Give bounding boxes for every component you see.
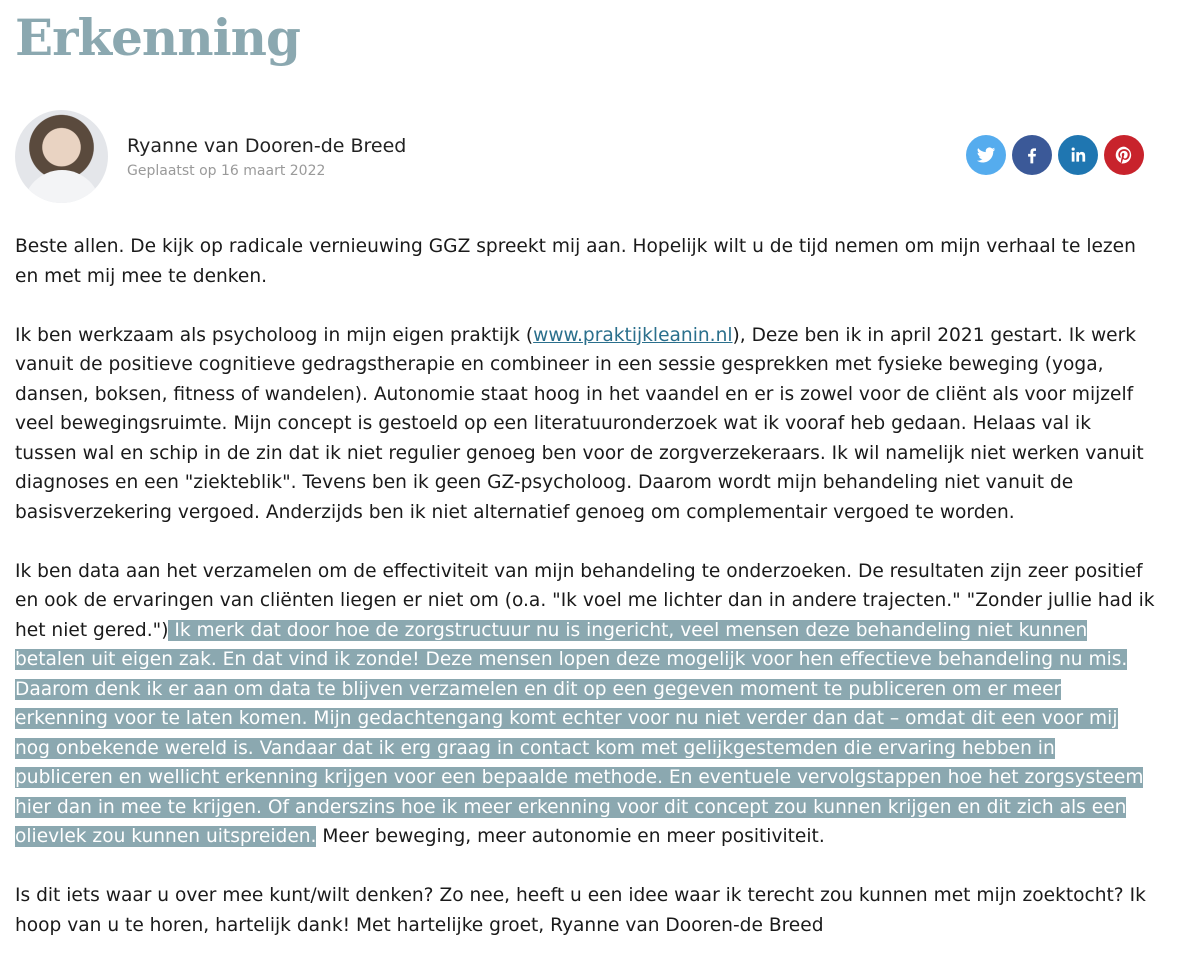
avatar xyxy=(15,110,108,203)
author-meta xyxy=(127,135,406,179)
praktijk-website-link[interactable]: www.praktijkleanin.nl xyxy=(533,324,733,346)
paragraph-2-text-after: ), Deze ben ik in april 2021 gestart. Ik werk vanuit de positieve cognitieve gedragstherapie en combineer in een sessie gesprekken met fysieke beweging (yoga, dansen, boksen, fitness of wandelen). Autonomie staat hoog in het vaandel en er is zowel voor de cliënt als voor mijzelf veel bewegingsruimte. Mijn concept is gestoeld op een literatuuronderzoek wat ik vooraf heb gedaan. Helaas val ik tussen wal en schip in de zin dat ik niet regulier genoeg ben voor de zorgverzekeraars. Ik wil namelijk niet werken vanuit diagnoses en een "ziekteblik". Tevens ben ik geen GZ-psycholoog. Daarom wordt mijn behandeling niet vanuit de basisverzekering vergoed. Anderzijds ben ik niet alternatief genoeg om complementair vergoed te worden. xyxy=(15,324,1144,523)
paragraph-3 xyxy=(15,557,1155,852)
author-block xyxy=(15,110,406,203)
selected-text-highlight[interactable]: Ik merk dat door hoe de zorgstructuur nu is ingericht, veel mensen deze behandeling niet kunnen betalen uit eigen zak. En dat vind ik zonde! Deze mensen lopen deze mogelijk voor hen effectieve behandeling nu mis. Daarom denk ik er aan om data te blijven verzamelen en dit op een gegeven moment te publiceren om er meer erkenning voor te laten komen. Mijn gedachtengang komt echter voor nu niet verder dan dat – omdat dit een voor mij nog onbekende wereld is. Vandaar dat ik erg graag in contact kom met gelijkgestemden die ervaring hebben in publiceren en wellicht erkenning krijgen voor een bepaalde methode. En eventuele vervolgstappen hoe het zorgsysteem hier dan in mee te krijgen. Of anderszins hoe ik meer erkenning voor dit concept zou kunnen krijgen en dit zich als een olievlek zou kunnen uitspreiden. xyxy=(15,619,1144,847)
share-twitter-button[interactable] xyxy=(966,135,1006,175)
share-facebook-button[interactable] xyxy=(1012,135,1052,175)
paragraph-1: Beste allen. De kijk op radicale vernieuwing GGZ spreekt mij aan. Hopelijk wilt u de tijd nemen om mijn verhaal te lezen en met mij mee te denken. xyxy=(15,236,1136,287)
avatar-shirt xyxy=(23,170,101,203)
linkedin-icon xyxy=(1068,145,1088,165)
paragraph-2-text-before: Ik ben werkzaam als psycholoog in mijn eigen praktijk ( xyxy=(15,324,534,346)
article-body xyxy=(15,232,1155,970)
page-title: Erkenning xyxy=(15,8,300,67)
paragraph-2 xyxy=(15,321,1155,528)
facebook-icon xyxy=(1022,145,1042,165)
post-date: Geplaatst op 16 maart 2022 xyxy=(127,162,326,179)
share-buttons xyxy=(966,135,1144,175)
paragraph-3-text-after: Meer beweging, meer autonomie en meer positiviteit. xyxy=(316,826,825,847)
twitter-icon xyxy=(976,145,996,165)
share-pinterest-button[interactable] xyxy=(1104,135,1144,175)
share-linkedin-button[interactable] xyxy=(1058,135,1098,175)
author-name: Ryanne van Dooren-de Breed xyxy=(127,134,407,157)
paragraph-4: Is dit iets waar u over mee kunt/wilt denken? Zo nee, heeft u een idee waar ik terecht zou kunnen met mijn zoektocht? Ik hoop van u te horen, hartelijk dank! Met hartelijke groet, Ryanne van Dooren-de Breed xyxy=(15,885,1146,936)
pinterest-icon xyxy=(1114,145,1134,165)
paragraph-3-text-before: Ik ben data aan het verzamelen om de effectiviteit van mijn behandeling te onderzoeken. De resultaten zijn zeer positief en ook de ervaringen van cliënten liegen er niet om (o.a. "Ik voel me lichter dan in andere trajecten." "Zonder jullie had ik het niet gered.") xyxy=(15,560,1155,641)
